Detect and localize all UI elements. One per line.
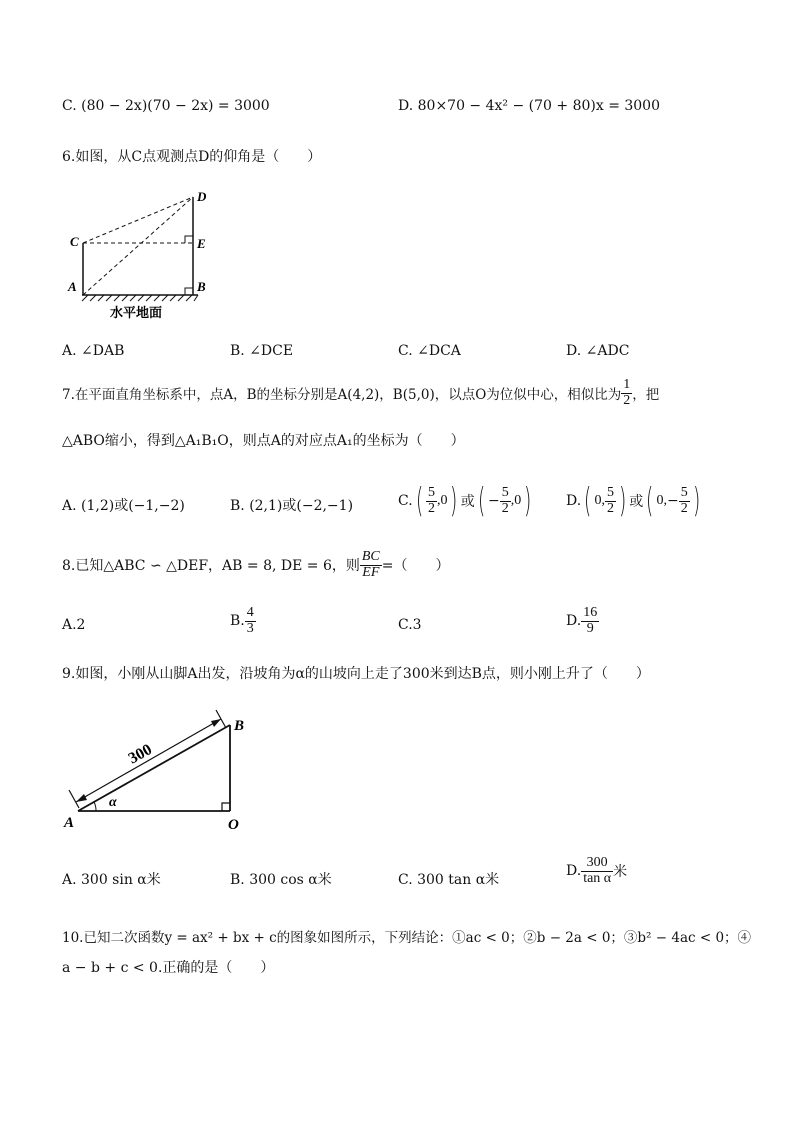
q9-stem: 9.如图，小刚从山脚A出发，沿坡角为α的山坡向上走了300米到达B点，则小刚上升了（ ） — [62, 666, 650, 682]
q10-line1: 10.已知二次函数y = ax² + bx + c的图象如图所示，下列结论：①ac < 0；②b − 2a < 0；③b² − 4ac < 0；④ — [62, 930, 752, 946]
q6-option-c: C. ∠DCA — [398, 343, 461, 359]
q8-option-d — [566, 606, 599, 636]
paren-open: ( — [646, 481, 654, 521]
q7-ratio-num: 1 — [623, 377, 631, 392]
frac-den: EF — [362, 564, 380, 580]
frac-num: 5 — [427, 484, 435, 500]
q7-d-zero2: 0, — [656, 493, 667, 508]
q8-d-prefix: D. — [566, 613, 582, 630]
q6-figure — [60, 185, 220, 325]
q7-option-b: B. (2,1)或(−2,−1) — [230, 498, 354, 514]
label-b: B — [197, 279, 206, 294]
q10-line2: a − b + c < 0.正确的是（ ） — [62, 960, 275, 976]
frac-den: tan α — [583, 870, 612, 886]
q5-option-c: C. (80 − 2x)(70 − 2x) = 3000 — [62, 98, 270, 114]
label-alpha: α — [109, 795, 117, 810]
frac-num: 4 — [246, 605, 254, 620]
q8-stem-b: =（ ） — [381, 558, 450, 575]
q7-c-zero: 0 — [440, 493, 448, 508]
q7-option-d — [566, 481, 703, 521]
q9-option-b: B. 300 cos α米 — [230, 872, 332, 888]
q7-line1-b: ，把 — [632, 387, 660, 404]
q5-option-d: D. 80×70 − 4x² − (70 + 80)x = 3000 — [398, 98, 661, 114]
q7-option-a: A. (1,2)或(−1,−2) — [62, 498, 185, 514]
q7-ratio-fraction — [621, 378, 632, 408]
q8-stem-a: 8.已知△ABC ∽ △DEF，AB = 8, DE = 6，则 — [62, 558, 360, 575]
frac-num: 5 — [606, 484, 614, 500]
q9-d-frac — [581, 856, 613, 886]
q8-fraction — [360, 550, 382, 580]
label-b: B — [234, 718, 245, 734]
frac-num: 300 — [581, 856, 613, 872]
q9-figure — [60, 705, 260, 835]
q6-stem: 6.如图，从C点观测点D的仰角是（ ） — [62, 149, 322, 165]
q7-c-zero2: 0 — [514, 493, 522, 508]
paren-open: ( — [477, 481, 485, 521]
q7-line2: △ABO缩小，得到△A₁B₁O，则点A的对应点A₁的坐标为（ ） — [62, 433, 465, 449]
label-a: A — [68, 279, 77, 294]
q8-d-frac — [581, 606, 599, 636]
paren-close: ) — [692, 481, 700, 521]
paren-open: ( — [584, 481, 592, 521]
paren-close: ) — [524, 481, 532, 521]
q9-option-a: A. 300 sin α米 — [62, 872, 161, 888]
label-c: C — [70, 234, 79, 249]
frac-den: 2 — [680, 500, 688, 516]
q9-option-d — [566, 856, 627, 886]
q8-b-frac — [245, 606, 256, 636]
q7-d-zero: 0, — [594, 493, 605, 508]
slope-length: 300 — [125, 740, 155, 768]
frac-num: BC — [361, 549, 380, 564]
label-o: O — [228, 817, 239, 833]
q7-option-c-prefix: C. — [398, 493, 413, 509]
q7-d-frac1 — [605, 486, 616, 516]
frac-num: 5 — [680, 484, 688, 500]
q8-stem — [62, 550, 450, 580]
q9-d-prefix: D. — [566, 863, 582, 880]
label-a: A — [64, 815, 75, 831]
q7-c-or: 或 — [460, 494, 475, 510]
q8-option-c: C.3 — [398, 617, 422, 633]
q7-option-d-prefix: D. — [566, 493, 582, 509]
paren-open: ( — [415, 481, 423, 521]
frac-den: 2 — [427, 500, 435, 516]
label-d: D — [197, 189, 207, 204]
paren-close: ) — [618, 481, 627, 521]
q7-c-minus: − — [487, 493, 500, 509]
q6-option-d: D. ∠ADC — [566, 343, 630, 359]
q7-c-frac2 — [500, 486, 511, 516]
q7-d-frac2 — [679, 486, 690, 516]
paren-close: ) — [450, 481, 458, 521]
frac-den: 2 — [501, 500, 509, 516]
q7-d-minus: − — [666, 493, 679, 509]
frac-den: 3 — [246, 620, 254, 636]
q6-option-a: A. ∠DAB — [62, 343, 125, 359]
label-e: E — [197, 236, 206, 251]
q7-line1 — [62, 378, 659, 408]
q6-option-b: B. ∠DCE — [230, 343, 294, 359]
q7-c-frac1 — [426, 486, 437, 516]
ground-caption: 水平地面 — [110, 306, 163, 321]
q7-d-or: 或 — [629, 494, 644, 510]
q7-ratio-den: 2 — [623, 392, 631, 408]
q9-d-unit: 米 — [613, 864, 628, 881]
q8-option-a: A.2 — [62, 617, 86, 633]
q8-option-b — [230, 606, 256, 636]
frac-num: 5 — [501, 484, 509, 500]
frac-num: 16 — [583, 605, 598, 620]
frac-den: 2 — [606, 500, 614, 516]
q8-b-prefix: B. — [230, 613, 245, 630]
q7-line1-a: 7.在平面直角坐标系中，点A，B的坐标分别是A(4,2)，B(5,0)，以点O为位似中心，相似比为 — [62, 387, 622, 404]
frac-den: 9 — [586, 620, 594, 636]
q7-option-c: C.( $\frac{5}{2}$ ,0) 或( − $\frac{5}{2}$ ,0) — [398, 481, 532, 521]
q9-option-c: C. 300 tan α米 — [398, 872, 500, 888]
